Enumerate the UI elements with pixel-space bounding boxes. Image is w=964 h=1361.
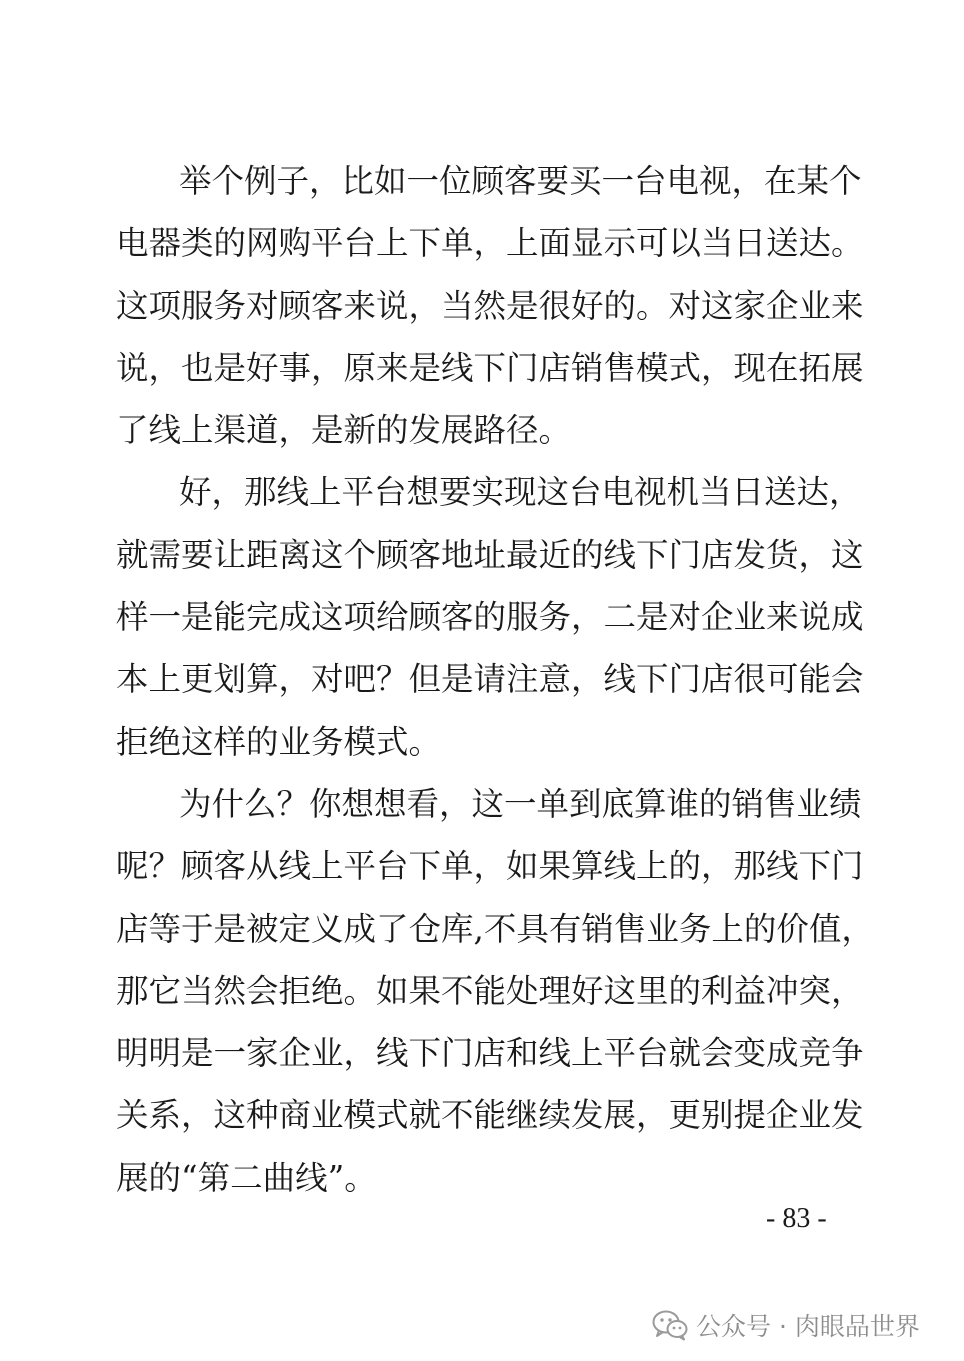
text-line: 举个例子，比如一位顾客要买一台电视，在某个 [179,162,862,200]
paragraph-3 [116,773,874,1209]
page-number: - 83 - [766,1203,827,1234]
text-line: 就需要让距离这个顾客地址最近的线下门店发货，这 [116,535,864,574]
text-line: 本上更划算，对吧？但是请注意，线下门店很可能会 [116,660,864,699]
watermark [652,1303,920,1347]
wechat-icon [652,1309,688,1341]
page-body [116,150,874,1209]
text-line: 拒绝这样的业务模式。 [116,722,442,761]
text-line: 展的“第二曲线”。 [116,1158,377,1197]
text-line: 关系，这种商业模式就不能继续发展，更别提企业发 [116,1096,864,1135]
text-line: 这项服务对顾客来说，当然是很好的。对这家企业来 [116,286,864,325]
text-line: 呢？顾客从线上平台下单，如果算线上的，那线下门 [116,847,864,886]
text-line: 说，也是好事，原来是线下门店销售模式，现在拓展 [116,348,864,387]
paragraph-2 [116,461,864,772]
text-line: 好，那线上平台想要实现这台电视机当日送达， [179,473,862,512]
text-line: 为什么？你想想看，这一单到底算谁的销售业绩 [179,784,862,823]
text-line: 明明是一家企业，线下门店和线上平台就会变成竞争 [116,1034,864,1073]
text-line: 电器类的网购平台上下单，上面显示可以当日送达。 [116,224,864,263]
text-line: 店等于是被定义成了仓库,不具有销售业务上的价值， [116,909,874,948]
text-line: 了线上渠道，是新的发展路径。 [116,411,572,450]
paragraph-1 [116,150,864,461]
text-line: 样一是能完成这项给顾客的服务，二是对企业来说成 [116,598,864,637]
text-line: 那它当然会拒绝。如果不能处理好这里的利益冲突， [116,971,864,1010]
watermark-text: 公众号 · 肉眼品世界 [696,1312,920,1341]
